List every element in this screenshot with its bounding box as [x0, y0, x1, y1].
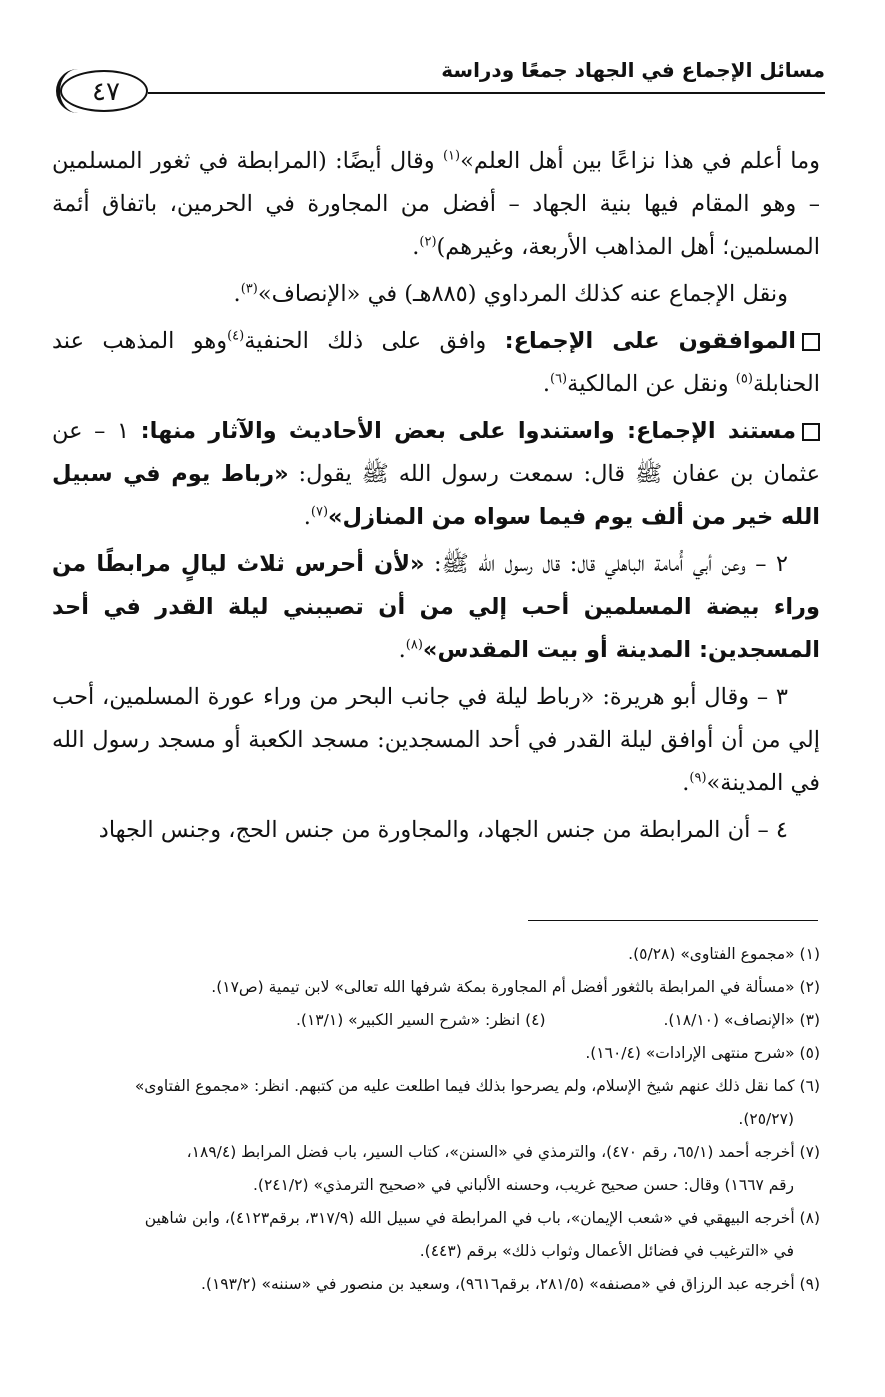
footnote-separator — [528, 920, 818, 921]
footnote-ref-3: (٣) — [240, 281, 258, 297]
hadith-1: «رباط يوم في سبيل الله خير من ألف يوم فيما سواه من المنازل» — [52, 461, 820, 530]
page-header — [60, 58, 825, 108]
footnote-ref-7: (٧) — [310, 504, 329, 520]
footnote-1: (١) «مجموع الفتاوى» (٥/٢٨). — [628, 945, 820, 963]
paragraph-4: ٤ – أن المرابطة من جنس الجهاد، والمجاورة من جنس الحج، وجنس الجهاد — [98, 817, 788, 843]
paragraph-athar-3: ٣ – وقال أبو هريرة: «رباط ليلة في جانب البحر من وراء عورة المسلمين، أحب إلي من أن أوافق ليلة القدر في أحد المسجدين: مسجد الكعبة أو مسجد رسول الله في المدينة»$^{(٩)}$. — [52, 684, 820, 796]
running-title: مسائل الإجماع في الجهاد جمعًا ودراسة — [441, 58, 825, 82]
checkbox-square-icon — [802, 333, 820, 351]
footnote-7-cont: رقم ١٦٦٧) وقال: حسن صحيح غريب، وحسنه الألباني في «صحيح الترمذي» (٢٤١/٢). — [252, 1176, 794, 1194]
section-label-agreeing: الموافقون على الإجماع: — [504, 328, 796, 354]
footnote-row-3-4 — [46, 1004, 820, 1037]
footnote-6: (٦) كما نقل ذلك عنهم شيخ الإسلام، ولم يصرحوا بذلك فيما اطلعت عليه من كتبهم. انظر: «مجموع الفتاوى» — [134, 1077, 820, 1095]
page-number-oval — [60, 70, 148, 112]
footnote-ref-8: (٨) — [405, 637, 423, 653]
page-number: ٤٧ — [92, 77, 120, 107]
footnotes — [46, 938, 820, 1301]
footnote-6-cont: (٢٥/٢٧). — [738, 1110, 794, 1128]
hadith-2: «لأن أحرس ثلاث ليالٍ مرابطًا من وراء بيضة المسلمين أحب إلي من أن تصيبني ليلة القدر في أحد المسجدين: المدينة أو بيت المقدس» — [52, 551, 820, 663]
footnote-8: (٨) أخرجه البيهقي في «شعب الإيمان»، باب في المرابطة في سبيل الله (٣١٧/٩، برقم٤١٢٣)، وابن شاهين — [144, 1209, 820, 1227]
footnote-2: (٢) «مسألة في المرابطة بالثغور أفضل أم المجاورة بمكة شرفها الله تعالى» لابن تيمية (ص١٧). — [211, 978, 820, 996]
paragraph-hadith-2: ٢ – وعن أبي أُمامة الباهلي قال: قال رسول الله ﷺ: «لأن أحرس ثلاث ليالٍ مرابطًا من وراء بيضة المسلمين أحب إلي من أن تصيبني ليلة القدر في أحد المسجدين: المدينة أو بيت المقدس»$^{(٨)}$. — [52, 551, 820, 663]
header-rule — [148, 92, 825, 94]
paragraph-evidence: مستند الإجماع: واستندوا على بعض الأحاديث والآثار منها: ١ – عن عثمان بن عفان ﷺ قال: سمعت رسول الله ﷺ يقول: «رباط يوم في سبيل الله خير من ألف يوم فيما سواه من المنازل»$^{(٧)}$. — [52, 418, 820, 530]
main-text — [52, 140, 820, 856]
footnote-ref-9: (٩) — [689, 770, 707, 786]
footnote-4: (٤) انظر: «شرح السير الكبير» (١٣/١). — [296, 1011, 546, 1029]
footnote-7: (٧) أخرجه أحمد (٦٥/١، رقم ٤٧٠)، والترمذي في «السنن»، كتاب السير، باب فضل المرابط (١٨٩/٤، — [186, 1143, 820, 1161]
footnote-ref-5: (٥) — [735, 371, 753, 387]
paragraph-agreeing: الموافقون على الإجماع: وافق على ذلك الحنفية$^{(٤)}$وهو المذهب عند الحنابلة$^{(٥)}$ ونقل عن المالكية$^{(٦)}$. — [52, 328, 820, 397]
footnote-9: (٩) أخرجه عبد الرزاق في «مصنفه» (٢٨١/٥، برقم٩٦١٦)، وسعيد بن منصور في «سننه» (١٩٣/٢). — [200, 1275, 820, 1293]
footnote-8-cont: في «الترغيب في فضائل الأعمال وثواب ذلك» برقم (٤٤٣). — [419, 1242, 794, 1260]
section-label-evidence: مستند الإجماع: واستندوا على بعض الأحاديث والآثار منها: — [140, 418, 797, 444]
footnote-3: (٣) «الإنصاف» (١٨/١٠). — [663, 1011, 820, 1029]
paragraph-2: ونقل الإجماع عنه كذلك المرداوي (٨٨٥هـ) في «الإنصاف»$^{(٣)}$. — [233, 281, 788, 307]
footnote-ref-6: (٦) — [549, 371, 568, 387]
footnote-ref-2: (٢) — [419, 234, 437, 250]
footnote-ref-1: (١) — [442, 148, 461, 164]
paragraph-1: وما أعلم في هذا نزاعًا بين أهل العلم»$^{(١)}$ وقال أيضًا: (المرابطة في ثغور المسلمين – وهو المقام فيها بنية الجهاد – أفضل من المجاورة في الحرمين، باتفاق أئمة المسلمين؛ أهل المذاهب الأربعة، وغيرهم)$^{(٢)}$. — [52, 148, 820, 260]
checkbox-square-icon — [802, 423, 820, 441]
footnote-ref-4: (٤) — [227, 328, 245, 344]
footnote-5: (٥) «شرح منتهى الإرادات» (١٦٠/٤). — [585, 1044, 820, 1062]
